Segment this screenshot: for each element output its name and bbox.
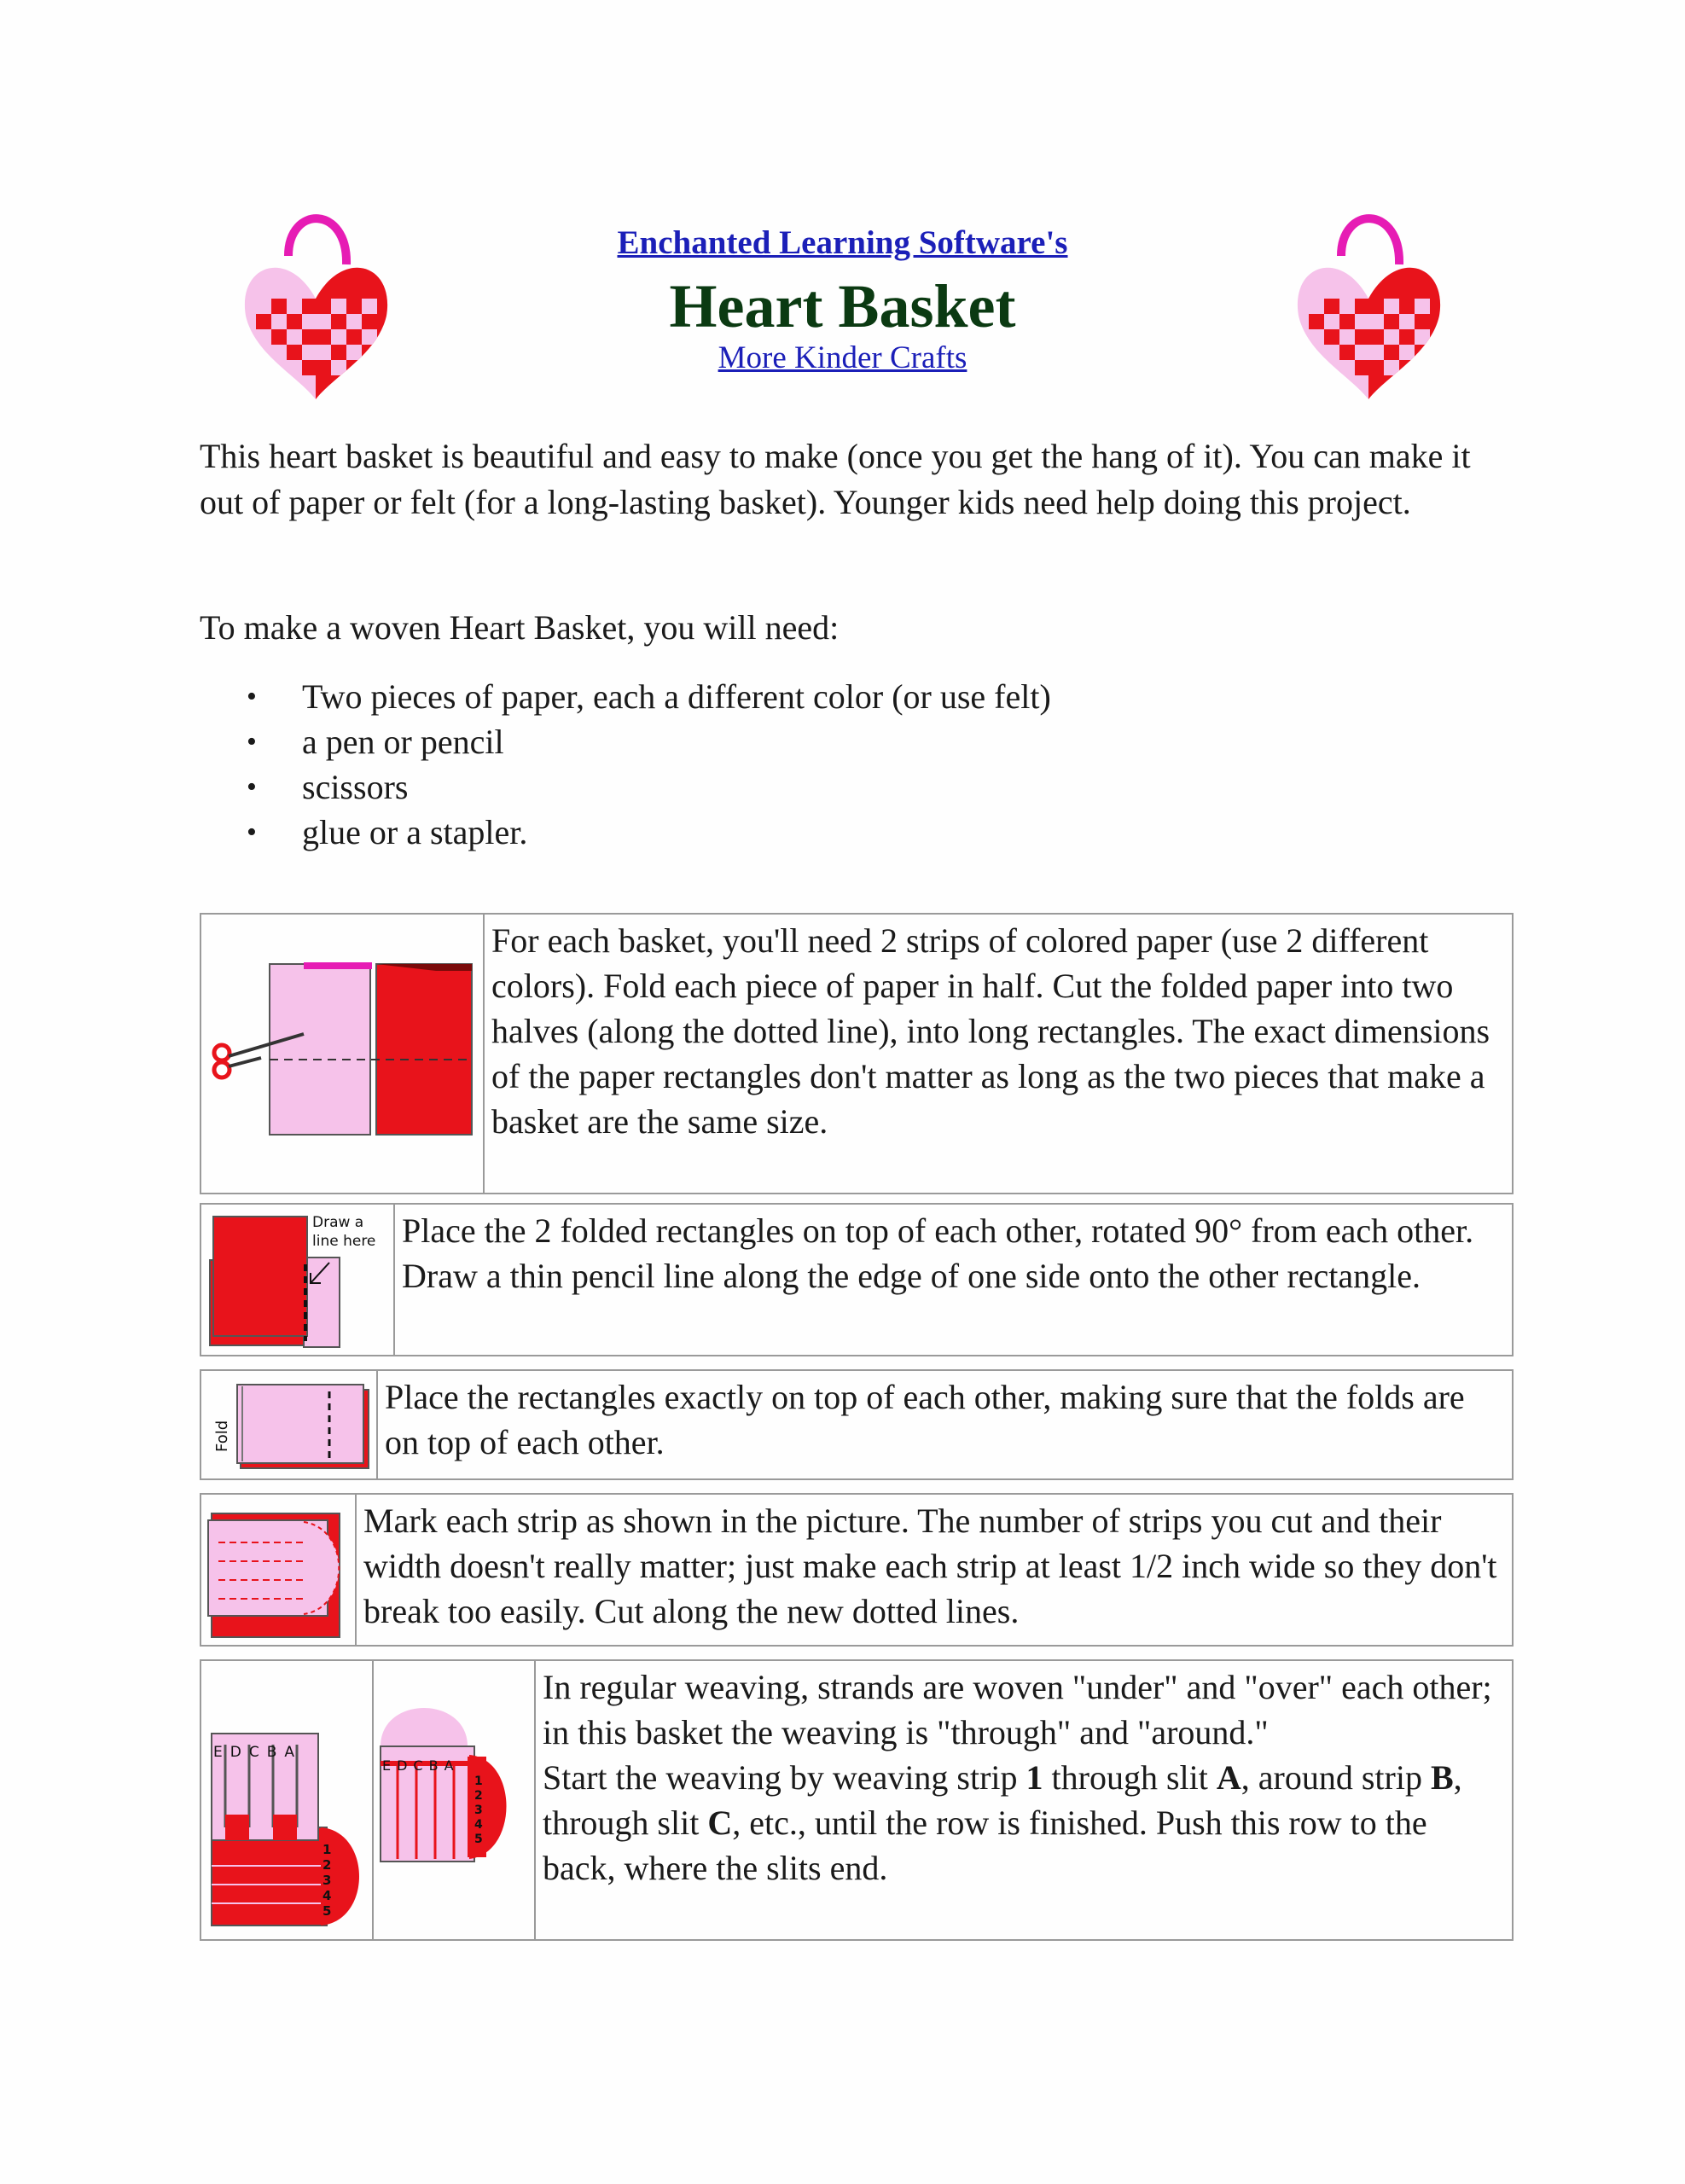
step-5-row [200, 1659, 1514, 1941]
fold-label: Fold [213, 1420, 231, 1452]
step-1-figure [201, 915, 483, 1193]
step-2-row [200, 1203, 1514, 1356]
svg-text:12345: 1 2 3 4 5 [474, 1774, 483, 1846]
more-kinder-crafts-link[interactable]: More Kinder Crafts [718, 340, 967, 375]
step-5-text [534, 1661, 1512, 1939]
step-1-text: For each basket, you'll need 2 strips of colored paper (use 2 different colors). Fold each piece of paper in half. Cut the folded paper into two halves (along the dotted line), into long rectangles. The exact dimensions of the paper rectangles don't matter as long as the two pieces that make a basket are the same size. [483, 915, 1512, 1193]
step-4-text: Mark each strip as shown in the picture. The number of strips you cut and their width doesn't really matter; just make each strip at least 1/2 inch wide so they don't break too easily. Cut along the new dotted lines. [355, 1495, 1512, 1645]
materials-list [200, 674, 1051, 855]
intro-paragraph: This heart basket is beautiful and easy to make (once you get the hang of it). You can make it out of paper or felt (for a long-lasting basket). Younger kids need help doing this project. [200, 437, 1471, 521]
step-1-row [200, 913, 1514, 1194]
list-item: • glue or a stapler. [200, 810, 1051, 855]
step-2-text: Place the 2 folded rectangles on top of each other, rotated 90° from each other. Draw a thin pencil line along the edge of one side onto the other rectangle. [393, 1205, 1512, 1355]
list-item: • Two pieces of paper, each a different color (or use felt) [200, 674, 1051, 719]
step-5-text-2: Start the weaving by weaving strip 1 through slit A, around strip B, through slit C, etc., until the row is finished. Push this row to the back, where the slits end. [543, 1758, 1462, 1887]
step-3-row [200, 1369, 1514, 1480]
slit-labels: EDCBA [213, 1744, 302, 1761]
brand-link[interactable]: Enchanted Learning Software's [617, 224, 1068, 261]
step-2-figure [201, 1205, 393, 1355]
step-3-figure [201, 1371, 376, 1478]
page-title: Heart Basket [669, 272, 1016, 340]
materials-heading: To make a woven Heart Basket, you will need: [200, 608, 840, 647]
list-item: • a pen or pencil [200, 719, 1051, 764]
step-3-text: Place the rectangles exactly on top of each other, making sure that the folds are on top of each other. [376, 1371, 1512, 1478]
step-4-row [200, 1493, 1514, 1647]
step-2-figure-label: Draw a line here [312, 1214, 376, 1250]
svg-text:EDCBA: EDCBA [382, 1757, 460, 1774]
step-5-figure-b [372, 1661, 534, 1939]
strip-numbers: 1 2 3 4 5 [322, 1842, 332, 1919]
step-5-text-1: In regular weaving, strands are woven "under" and "over" each other; in this basket the weaving is "through" and "around." [543, 1668, 1492, 1751]
list-item: • scissors [200, 764, 1051, 810]
step-5-figure-a [201, 1661, 372, 1939]
step-4-figure [201, 1495, 355, 1645]
